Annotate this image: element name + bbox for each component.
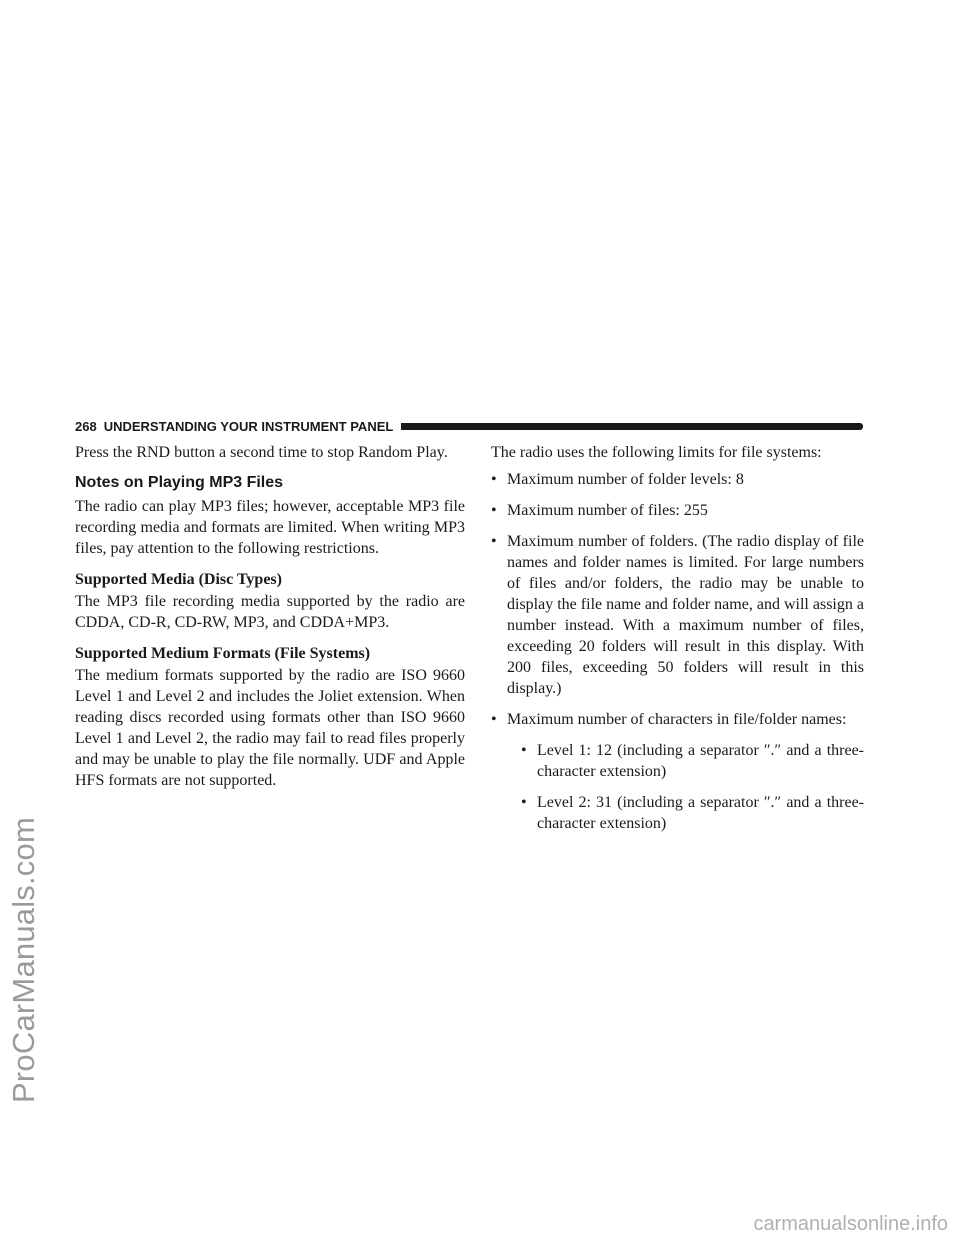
section-title: UNDERSTANDING YOUR INSTRUMENT PANEL — [103, 418, 394, 434]
list-item — [491, 469, 864, 490]
list-item — [491, 531, 864, 699]
right-column — [491, 442, 864, 844]
bullet-icon: • — [491, 502, 497, 519]
bullet-icon: • — [521, 794, 527, 811]
paragraph-mp3-notes: The radio can play MP3 files; however, acceptable MP3 file recording media and formats are limited. When writing MP3 files, pay attention to the following restrictions. — [75, 498, 465, 557]
heading-supported-formats: Supported Medium Formats (File Systems) — [75, 645, 371, 662]
sub-list-item — [521, 792, 864, 834]
sub-list-item — [521, 740, 864, 782]
header-rule — [401, 423, 863, 430]
list-item-text: Maximum number of files: 255 — [507, 502, 708, 519]
bullet-icon: • — [521, 742, 527, 759]
heading-supported-media: Supported Media (Disc Types) — [75, 571, 282, 588]
page-number: 268 — [75, 418, 97, 434]
bottom-watermark: carmanualsonline.info — [753, 1213, 948, 1235]
file-limits-list — [491, 469, 864, 834]
side-watermark-text: ProCarManuals.com — [6, 817, 41, 1103]
sub-list-item-text: Level 2: 31 (including a separator ″.″ and a three-character extension) — [537, 794, 864, 832]
bullet-icon: • — [491, 711, 497, 728]
character-limits-sublist — [507, 740, 864, 834]
paragraph-file-limits-intro: The radio uses the following limits for file systems: — [491, 444, 822, 461]
paragraph-supported-media: The MP3 file recording media supported by the radio are CDDA, CD-R, CD-RW, MP3, and CDDA+MP3. — [75, 593, 465, 631]
heading-mp3-notes: Notes on Playing MP3 Files — [75, 474, 284, 491]
bullet-icon: • — [491, 471, 497, 488]
list-item — [491, 500, 864, 521]
sub-list-item-text: Level 1: 12 (including a separator ″.″ and a three-character extension) — [537, 742, 864, 780]
bullet-icon: • — [491, 533, 497, 550]
list-item — [491, 709, 864, 834]
left-column — [75, 442, 465, 791]
side-watermark — [0, 0, 48, 1242]
list-item-text: Maximum number of folders. (The radio display of file names and folder names is limited. For large numbers of files and/or folders, the radio may be unable to display the file name and folder name, and will assign a number instead. With a maximum number of files, exceeding 20 folders will result in this display. With 200 files, exceeding 50 folders will result in this display.) — [507, 533, 864, 697]
list-item-text: Maximum number of folder levels: 8 — [507, 471, 744, 488]
paragraph-random-play: Press the RND button a second time to stop Random Play. — [75, 444, 448, 461]
page-header — [75, 416, 863, 436]
paragraph-supported-formats: The medium formats supported by the radio are ISO 9660 Level 1 and Level 2 and includes the Joliet extension. When reading discs recorded using formats other than ISO 9660 Level 1 and Level 2, the radio may fail to read files properly and may be unable to play the file normally. UDF and Apple HFS formats are not supported. — [75, 667, 465, 789]
list-item-text: Maximum number of characters in file/folder names: — [507, 711, 847, 728]
